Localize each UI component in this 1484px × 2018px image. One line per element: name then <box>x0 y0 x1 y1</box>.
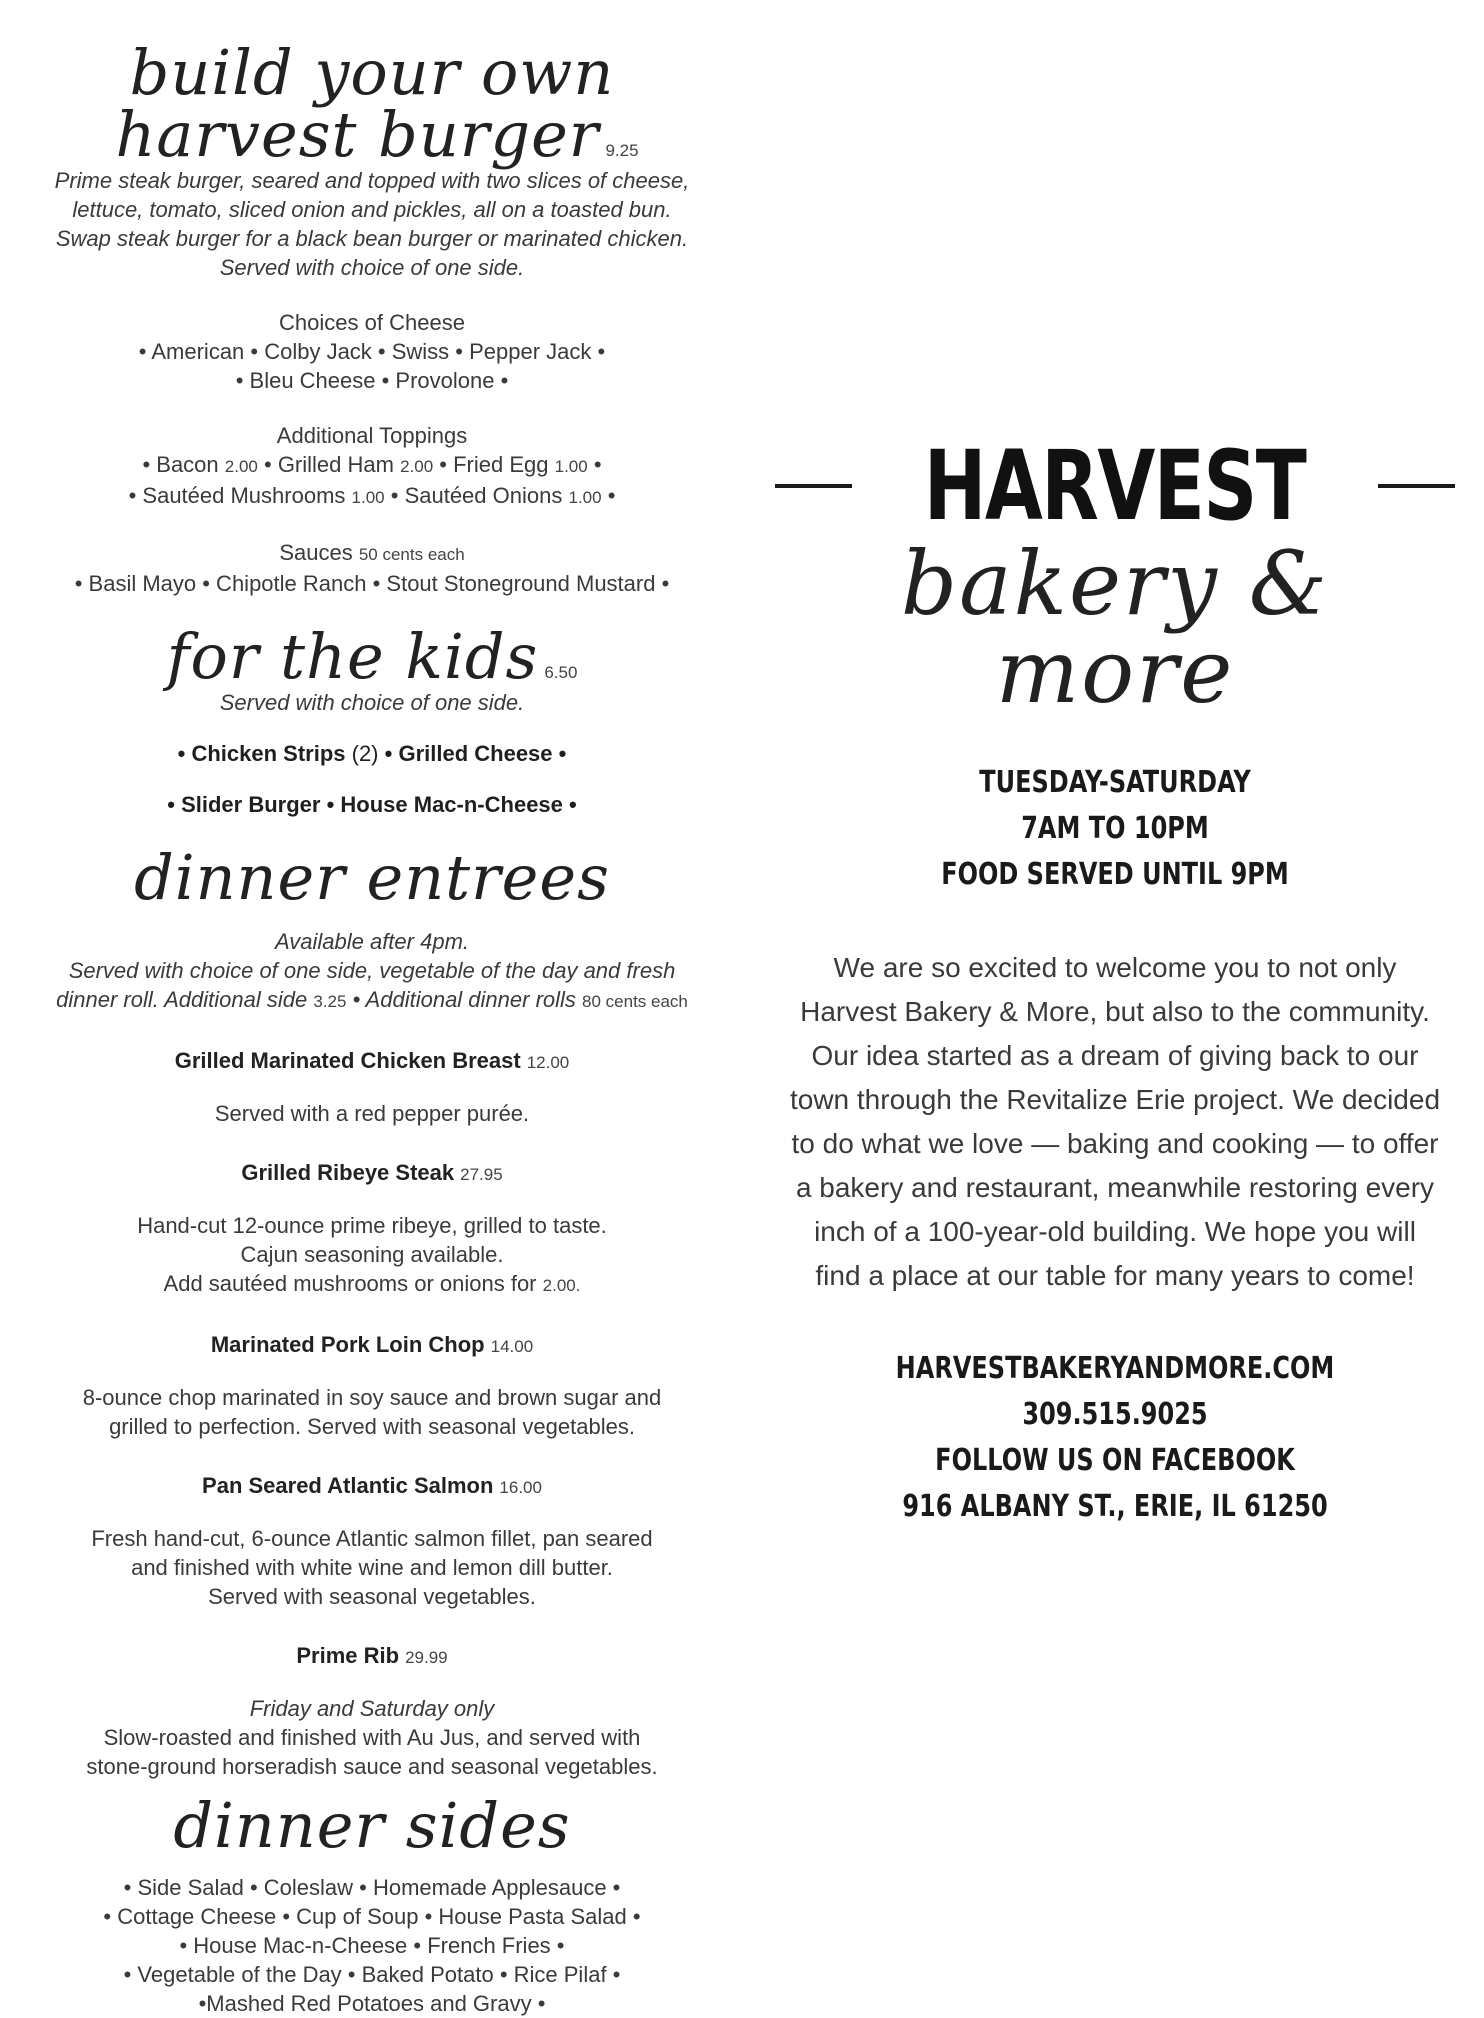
address: 916 ALBANY ST., ERIE, IL 61250 <box>902 1489 1328 1524</box>
toppings-options <box>22 421 722 512</box>
website-link[interactable]: HARVESTBAKERYANDMORE.COM <box>895 1351 1335 1386</box>
topping-mushrooms: • Sautéed Mushrooms <box>128 483 346 508</box>
kids-note: Served with choice of one side. <box>219 690 525 715</box>
sauces-price: 50 cents each <box>358 545 465 564</box>
toppings-heading: Additional Toppings <box>276 423 468 448</box>
welcome-line: to do what we love — baking and cooking — to offer <box>791 1128 1439 1159</box>
entree-item <box>22 1641 722 1781</box>
dinner-note-2: Served with choice of one side, vegetable of the day and fresh <box>68 958 676 983</box>
kids-line-1 <box>22 739 722 768</box>
topping-bacon: • Bacon <box>142 452 219 477</box>
burger-section <box>22 36 722 598</box>
entree-desc: grilled to perfection. Served with seasonal vegetables. <box>109 1414 635 1439</box>
sauces-line: • Basil Mayo • Chipotle Ranch • Stout Stoneground Mustard • <box>74 571 670 596</box>
entree-desc: Cajun seasoning available. <box>240 1242 504 1267</box>
entree-addon-text: Add sautéed mushrooms or onions for <box>163 1271 537 1296</box>
entree-desc: stone-ground horseradish sauce and seasonal vegetables. <box>86 1754 658 1779</box>
facebook-link[interactable]: FOLLOW US ON FACEBOOK <box>935 1443 1295 1478</box>
entree-price: 12.00 <box>526 1053 570 1072</box>
entree-desc-addon <box>22 1269 722 1300</box>
toppings-line-1 <box>22 450 722 481</box>
burger-heading-line2 <box>32 98 722 171</box>
sides-heading: dinner sides <box>173 1789 571 1862</box>
kids-heading: for the kids <box>166 620 539 693</box>
burger-desc-3: Swap steak burger for a black bean burger or marinated chicken. <box>55 226 689 251</box>
dinner-section <box>22 841 722 1781</box>
kids-item-cheese: • Grilled Cheese • <box>384 741 567 766</box>
entree-desc: Served with a red pepper purée. <box>214 1101 530 1126</box>
logo-rule-left <box>775 484 852 488</box>
entree-price: 27.95 <box>460 1165 503 1184</box>
topping-mushrooms-price: 1.00 <box>351 488 385 507</box>
kids-price: 6.50 <box>544 663 578 682</box>
brand-logo <box>775 430 1455 542</box>
welcome-line: Our idea started as a dream of giving back to our <box>811 1040 1419 1071</box>
dinner-note-side: dinner roll. Additional side <box>56 987 308 1012</box>
topping-egg-price: 1.00 <box>554 457 588 476</box>
burger-desc-2: lettuce, tomato, sliced onion and pickles, all on a toasted bun. <box>72 197 672 222</box>
welcome-line: a bakery and restaurant, meanwhile restoring every <box>795 1172 1435 1203</box>
entree-availability: Friday and Saturday only <box>249 1696 495 1721</box>
hours-block <box>775 760 1455 898</box>
welcome-line: find a place at our table for many years to come! <box>815 1260 1415 1291</box>
entree-item <box>22 1471 722 1611</box>
sides-line: •Mashed Red Potatoes and Gravy • <box>198 1991 546 2016</box>
entree-title-line <box>22 1641 722 1672</box>
dinner-rolls-price: 80 cents each <box>582 992 688 1011</box>
entree-addon-price: 2.00. <box>542 1276 581 1295</box>
kids-heading-line <box>22 620 722 693</box>
phone-number[interactable]: 309.515.9025 <box>1022 1397 1208 1432</box>
entree-item <box>22 1330 722 1441</box>
topping-onions: • Sautéed Onions <box>390 483 563 508</box>
dinner-note-1: Available after 4pm. <box>274 929 470 954</box>
entree-price: 16.00 <box>499 1478 542 1497</box>
topping-bullet: • <box>593 452 602 477</box>
entree-item <box>22 1158 722 1300</box>
burger-desc-4: Served with choice of one side. <box>219 255 525 280</box>
kids-line-2: • Slider Burger • House Mac-n-Cheese • <box>167 792 577 817</box>
dinner-note-rolls: • Additional dinner rolls <box>352 987 576 1012</box>
hours-days: TUESDAY-SATURDAY <box>979 765 1251 800</box>
entree-desc: and finished with white wine and lemon dill butter. <box>131 1555 613 1580</box>
topping-bullet: • <box>607 483 616 508</box>
dinner-heading: dinner entrees <box>134 841 610 914</box>
kids-section <box>22 620 722 819</box>
cheese-line-2: • Bleu Cheese • Provolone • <box>235 368 509 393</box>
brand-tagline: bakery & more <box>900 532 1330 723</box>
dinner-side-price: 3.25 <box>313 992 347 1011</box>
welcome-line: Harvest Bakery & More, but also to the community. <box>800 996 1430 1027</box>
hours-times: 7AM TO 10PM <box>1021 811 1209 846</box>
sauces-heading-line <box>22 538 722 569</box>
menu-column <box>22 28 722 2018</box>
topping-egg: • Fried Egg <box>439 452 549 477</box>
entree-desc: Fresh hand-cut, 6-ounce Atlantic salmon fillet, pan seared <box>91 1526 653 1551</box>
entree-desc: Hand-cut 12-ounce prime ribeye, grilled to taste. <box>137 1213 607 1238</box>
cheese-heading: Choices of Cheese <box>279 310 465 335</box>
entree-title-line <box>22 1330 722 1361</box>
entree-name: Marinated Pork Loin Chop <box>210 1332 485 1357</box>
entree-name: Pan Seared Atlantic Salmon <box>202 1473 494 1498</box>
burger-desc-1: Prime steak burger, seared and topped with two slices of cheese, <box>54 168 690 193</box>
sauces-heading: Sauces <box>279 540 353 565</box>
entree-item <box>22 1046 722 1128</box>
entree-desc: Served with seasonal vegetables. <box>208 1584 536 1609</box>
logo-rule-right <box>1378 484 1455 488</box>
cheese-line-1: • American • Colby Jack • Swiss • Pepper Jack • <box>138 339 606 364</box>
sides-line: • Side Salad • Coleslaw • Homemade Applesauce • <box>123 1875 621 1900</box>
sides-line: • House Mac-n-Cheese • French Fries • <box>179 1933 565 1958</box>
sides-section <box>22 1789 722 2018</box>
contact-block <box>775 1346 1455 1530</box>
hours-food: FOOD SERVED UNTIL 9PM <box>941 857 1289 892</box>
burger-price: 9.25 <box>605 141 639 160</box>
topping-ham: • Grilled Ham <box>264 452 394 477</box>
entree-desc: 8-ounce chop marinated in soy sauce and brown sugar and <box>82 1385 662 1410</box>
entree-desc: Slow-roasted and finished with Au Jus, and served with <box>103 1725 641 1750</box>
entree-name: Grilled Ribeye Steak <box>241 1160 455 1185</box>
brand-column <box>775 430 1455 1530</box>
burger-heading-text: harvest burger <box>115 98 600 171</box>
topping-bacon-price: 2.00 <box>224 457 258 476</box>
entree-title-line <box>22 1158 722 1189</box>
entree-name: Prime Rib <box>296 1643 400 1668</box>
welcome-line: inch of a 100-year-old building. We hope you will <box>814 1216 1416 1247</box>
sauces-options <box>22 538 722 598</box>
cheese-options <box>22 308 722 395</box>
brand-name: HARVEST <box>924 430 1306 542</box>
burger-heading-line1: build your own <box>129 36 615 109</box>
welcome-message <box>775 946 1455 1298</box>
topping-onions-price: 1.00 <box>568 488 602 507</box>
dinner-note-3 <box>22 985 722 1016</box>
kids-item-count: (2) <box>351 741 379 766</box>
welcome-line: town through the Revitalize Erie project. We decided <box>789 1084 1441 1115</box>
entree-price: 29.99 <box>405 1648 448 1667</box>
entree-title-line <box>22 1471 722 1502</box>
entree-price: 14.00 <box>490 1337 534 1356</box>
sides-list <box>22 1873 722 2018</box>
toppings-line-2 <box>22 481 722 512</box>
sides-line: • Cottage Cheese • Cup of Soup • House Pasta Salad • <box>103 1904 641 1929</box>
kids-item-chicken: • Chicken Strips <box>177 741 346 766</box>
welcome-line: We are so excited to welcome you to not only <box>833 952 1397 983</box>
topping-ham-price: 2.00 <box>400 457 434 476</box>
entree-name: Grilled Marinated Chicken Breast <box>174 1048 521 1073</box>
sides-line: • Vegetable of the Day • Baked Potato • Rice Pilaf • <box>123 1962 621 1987</box>
entree-title-line <box>22 1046 722 1077</box>
